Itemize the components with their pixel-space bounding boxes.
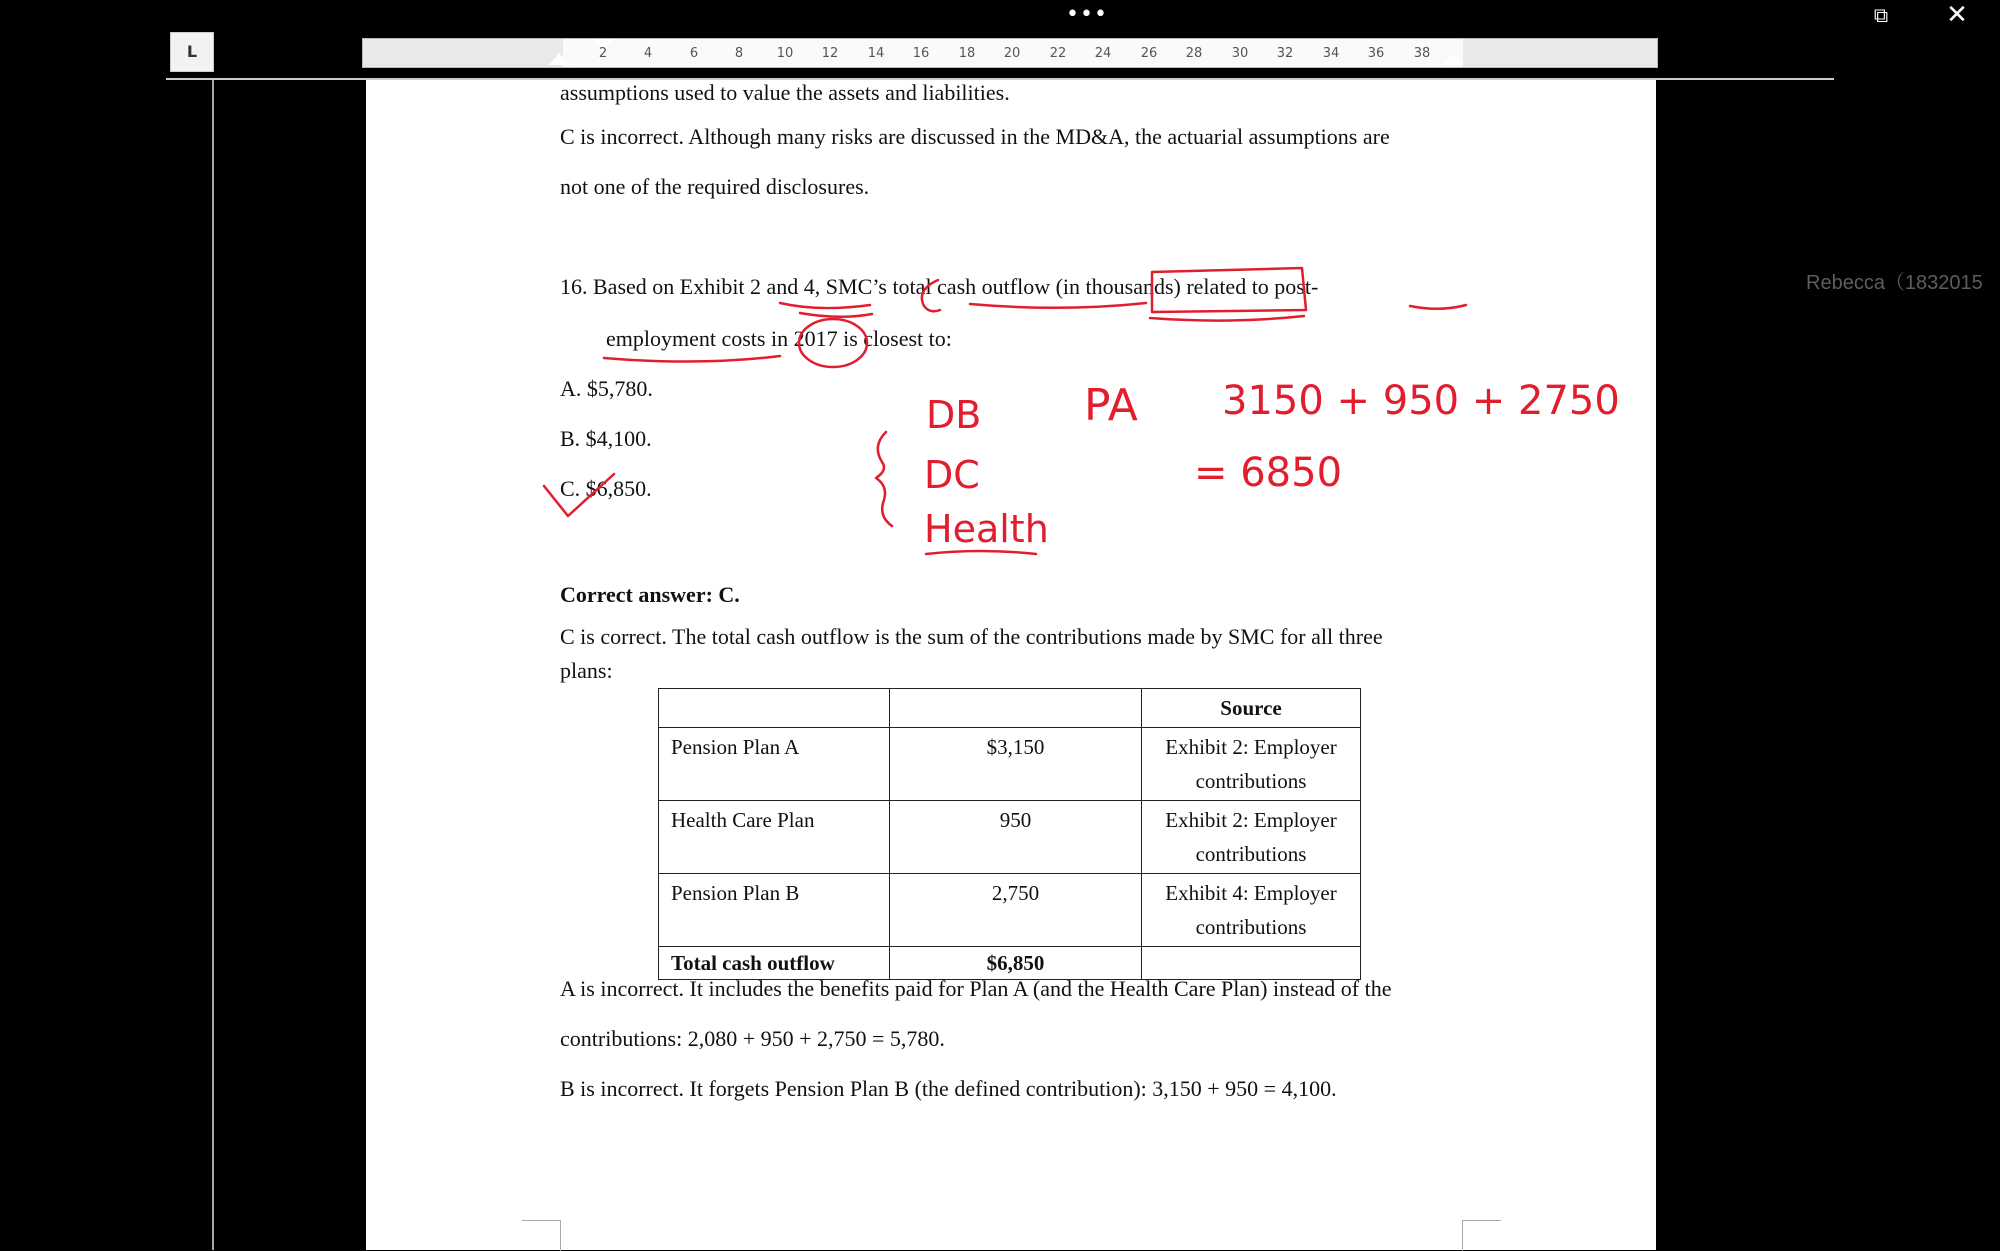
source-line-2: contributions [1195,915,1307,939]
ruler-number: 22 [1049,46,1067,61]
ruler-number: 32 [1276,46,1294,61]
ruler-number: 34 [1322,46,1340,61]
handwritten-health: Health [924,507,1049,551]
table-header-cell [659,689,890,728]
ruler-number: 14 [867,46,885,61]
source-line-1: Exhibit 2: Employer [1165,735,1337,759]
question-text-1: 16. Based on Exhibit 2 and 4, SMC’s total cash outflow (in thousands) related to post- [560,274,1319,299]
handwritten-sum: 3150 + 950 + 2750 [1222,378,1620,424]
user-watermark: Rebecca（1832015 [1806,272,1983,294]
window-title-bar [166,0,1968,30]
plan-amount: $3,150 [890,728,1142,801]
plan-source [1142,874,1361,947]
paragraph-b-incorrect: B is incorrect. It forgets Pension Plan B (the defined contribution): 3,150 + 950 = 4,100. [560,1076,1337,1101]
ruler-number: 28 [1185,46,1203,61]
paragraph-a-incorrect-1: A is incorrect. It includes the benefits paid for Plan A (and the Health Care Plan) instead of the [560,976,1392,1001]
ruler-number: 2 [598,46,608,61]
plan-name: Pension Plan A [659,728,890,801]
plan-name: Pension Plan B [659,874,890,947]
option-b: B. $4,100. [560,426,652,451]
handwritten-db: DB [926,393,982,437]
left-indent-marker[interactable] [549,53,569,65]
paragraph-a-incorrect-2: contributions: 2,080 + 950 + 2,750 = 5,780. [560,1026,945,1051]
horizontal-ruler[interactable] [362,38,1658,68]
table-row [659,874,1361,947]
option-a: A. $5,780. [560,376,653,401]
ruler-number: 10 [776,46,794,61]
paragraph-c-incorrect-2: not one of the required disclosures. [560,174,870,199]
contributions-table [658,688,1361,980]
ruler-number: 8 [734,46,744,61]
page-margin-corner-left [522,1220,561,1251]
source-line-1: Exhibit 4: Employer [1165,881,1337,905]
plan-source [1142,728,1361,801]
ruler-number: 6 [689,46,699,61]
table-header-row [659,689,1361,728]
explanation-line-2: plans: [560,658,613,683]
plan-source [1142,801,1361,874]
ruler-number: 12 [821,46,839,61]
close-window-icon[interactable]: ✕ [1946,0,1968,30]
plan-name: Health Care Plan [659,801,890,874]
total-source-empty [1142,947,1361,980]
right-indent-marker[interactable] [1443,53,1463,65]
ruler-number: 16 [912,46,930,61]
plan-amount: 2,750 [890,874,1142,947]
document-page[interactable] [366,80,1656,1250]
correct-answer-heading: Correct answer: C. [560,582,740,607]
total-value: $6,850 [890,947,1142,980]
more-options-icon[interactable]: ••• [1066,2,1108,27]
ruler-number: 20 [1003,46,1021,61]
paragraph-prev: assumptions used to value the assets and liabilities. [560,80,1010,105]
restore-window-icon[interactable]: ⧉ [1873,3,1889,27]
question-text-2: employment costs in 2017 is closest to: [606,326,952,351]
ruler-number: 36 [1367,46,1385,61]
ruler-number: 38 [1413,46,1431,61]
table-total-row [659,947,1361,980]
handwritten-result: = 6850 [1194,450,1343,496]
total-label: Total cash outflow [659,947,890,980]
table-row [659,728,1361,801]
table-header-source: Source [1142,689,1361,728]
source-line-2: contributions [1195,769,1307,793]
option-c: C. $6,850. [560,476,652,501]
tab-stop-selector[interactable]: L [170,32,214,72]
table-row [659,801,1361,874]
plan-amount: 950 [890,801,1142,874]
vertical-ruler-panel [166,80,214,1250]
ruler-number: 24 [1094,46,1112,61]
paragraph-c-incorrect-1: C is incorrect. Although many risks are discussed in the MD&A, the actuarial assumptions are [560,124,1390,149]
source-line-2: contributions [1195,842,1307,866]
page-margin-corner-right [1462,1220,1501,1251]
ruler-number: 26 [1140,46,1158,61]
source-line-1: Exhibit 2: Employer [1165,808,1337,832]
explanation-line-1: C is correct. The total cash outflow is the sum of the contributions made by SMC for all three [560,624,1383,649]
ruler-number: 18 [958,46,976,61]
ruler-number: 30 [1231,46,1249,61]
table-header-cell [890,689,1142,728]
ruler-number: 4 [643,46,653,61]
ruler-toolbar [166,30,1834,78]
handwritten-pa: PA [1084,380,1138,431]
handwritten-dc: DC [924,453,980,497]
